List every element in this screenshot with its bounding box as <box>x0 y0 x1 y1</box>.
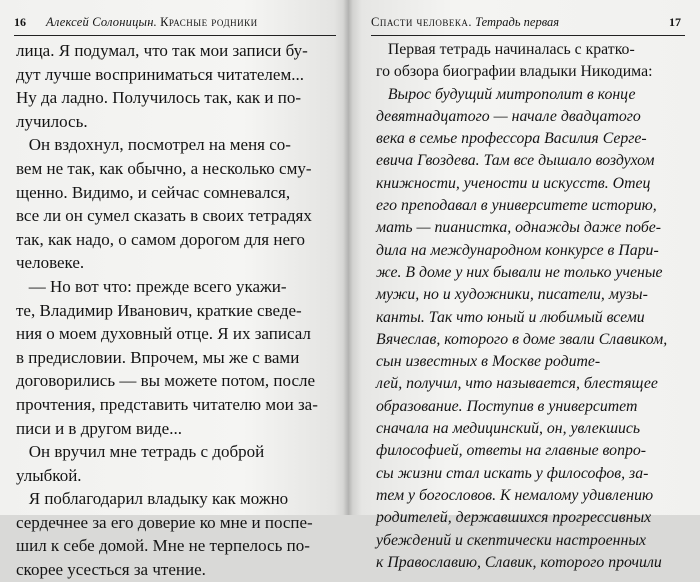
left-header-title: Красные родники <box>160 15 258 29</box>
text-line: сын известных в Москве родите- <box>376 353 601 371</box>
text-line: щенно. Видимо, и сейчас сомневался, <box>16 182 291 202</box>
text-line: девятнадцатого — начале двадцатого <box>376 107 641 125</box>
text-line: улыбкой. <box>16 465 82 485</box>
left-header-rule <box>14 35 336 36</box>
text-line: лей, получил, что называется, блестящее <box>376 375 658 393</box>
text-line: шил к себе домой. Мне не терпелось по- <box>16 536 310 556</box>
left-body-text <box>16 39 336 582</box>
text-line: — Но вот что: прежде всего укажи- <box>16 276 287 296</box>
text-line: философией, ответы на главные вопро- <box>376 442 647 460</box>
text-line: к Православию, Славик, которого прочили <box>376 553 662 571</box>
text-line: его преподавал в университете историю, <box>376 197 657 215</box>
left-page <box>0 0 348 580</box>
text-line: Ну да ладно. Получилось так, как и по- <box>16 88 301 108</box>
text-line: сначала на медицинский, он, увлекшись <box>376 420 641 438</box>
right-header-title: Спасти человека. <box>371 15 472 29</box>
text-line: лучилось. <box>16 111 88 131</box>
text-line: писи и в другом виде... <box>16 418 182 438</box>
text-line: же. В доме у них бывали не только ученые <box>376 263 663 281</box>
text-line: скорее усесться за чтение. <box>16 560 206 580</box>
text-line: Вячеслав, которого в доме звали Славиком, <box>376 330 668 348</box>
text-line: лица. Я подумал, что так мои записи бу- <box>16 41 308 60</box>
text-line: родителей, державшихся прогрессивных <box>376 509 652 527</box>
right-body-text <box>376 39 686 574</box>
right-header-subtitle: Тетрадь первая <box>475 15 560 29</box>
text-line: человеке. <box>16 253 85 273</box>
text-line: Он вздохнул, посмотрел на меня со- <box>16 135 291 155</box>
text-line: Я поблагодарил владыку как можно <box>16 489 289 509</box>
right-page <box>348 0 700 571</box>
text-line: сердечнее за его доверие ко мне и поспе- <box>16 512 313 532</box>
right-header-rule <box>371 35 685 36</box>
text-line: книжности, учености и искусств. Отец <box>376 174 651 192</box>
text-line: Вырос будущий митрополит в конце <box>376 85 636 103</box>
text-line: в предисловии. Впрочем, мы же с вами <box>16 347 300 367</box>
text-line: мужи, но и художники, писатели, музы- <box>376 286 648 304</box>
left-header-author: Алексей Солоницын. <box>46 15 157 29</box>
left-page-number: 16 <box>14 15 26 29</box>
text-line: Он вручил мне тетрадь с доброй <box>16 442 265 462</box>
right-running-header <box>371 13 681 31</box>
left-running-header <box>14 13 258 31</box>
text-line: так, как надо, о самом дорогом для него <box>16 229 306 249</box>
text-line: убеждений и скептически настроенных <box>376 531 647 549</box>
text-line: тем у богословов. К немалому удивлению <box>376 486 654 504</box>
text-line: евича Гвоздева. Там все дышало воздухом <box>376 152 655 170</box>
text-line: образование. Поступив в университет <box>376 397 638 415</box>
text-line: дила на международном конкурсе в Пари- <box>376 241 659 259</box>
text-line: договорились — вы можете потом, после <box>16 371 316 391</box>
text-line: вем не так, как обычно, а несколько сму- <box>16 158 312 178</box>
text-line: сы жизни стал искать у философов, за- <box>376 464 649 482</box>
text-line: го обзора биографии владыки Никодима: <box>376 63 653 81</box>
text-line: ния о моем духовный отце. Я их записал <box>16 324 311 344</box>
text-line: канты. Так что юный и любимый всеми <box>376 308 645 326</box>
text-line: прочтения, представить читателю мои за- <box>16 394 318 414</box>
text-line: века в семье профессора Василия Серге- <box>376 130 647 148</box>
text-line: Первая тетрадь начиналась с кратко- <box>376 41 635 58</box>
text-line: мать — пианистка, однажды даже побе- <box>376 219 662 237</box>
text-line: те, Владимир Иванович, краткие сведе- <box>16 300 302 320</box>
text-line: все ли он сумел сказать в своих тетрадях <box>16 206 312 226</box>
text-line: дут лучше восприниматься читателем... <box>16 64 304 84</box>
right-page-number: 17 <box>669 15 681 29</box>
